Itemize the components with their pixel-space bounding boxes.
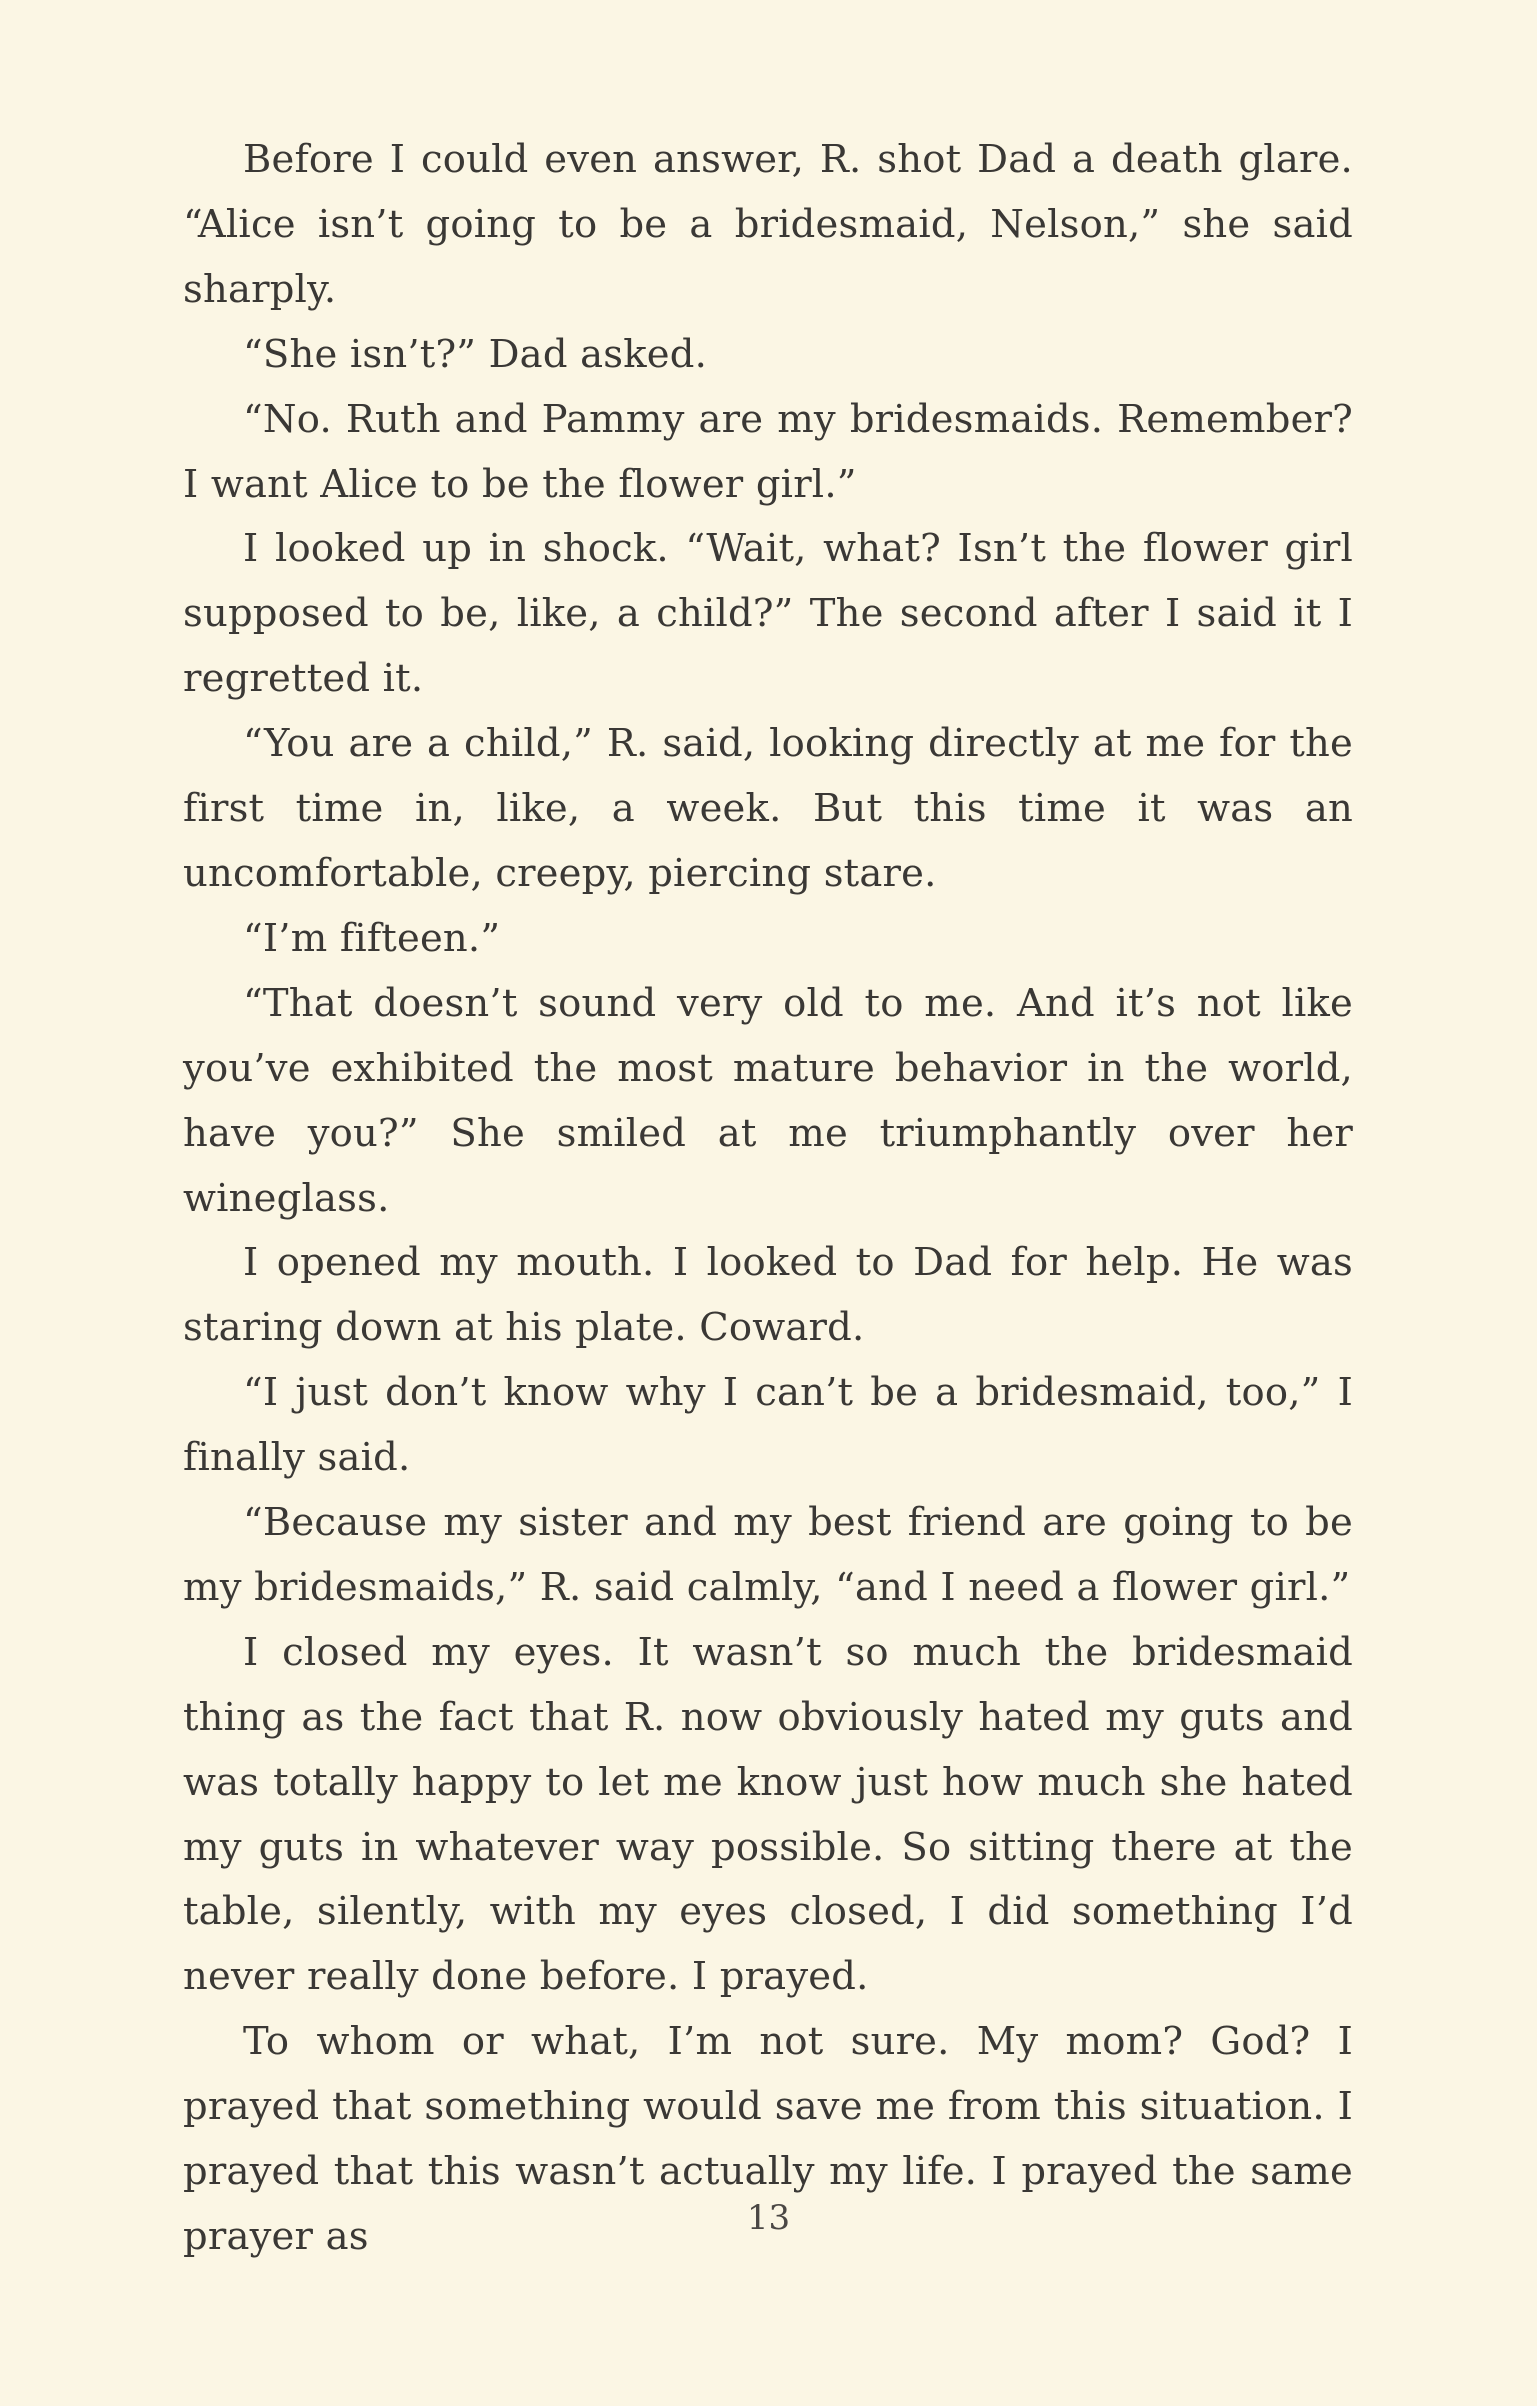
paragraph: To whom or what, I’m not sure. My mom? God? I prayed that something would save me from this situation. I prayed that this wasn’t actually my life. I prayed the same prayer as — [183, 2019, 1353, 2259]
paragraph: “No. Ruth and Pammy are my bridesmaids. Remember? I want Alice to be the flower girl.” — [183, 396, 1353, 507]
paragraph: I opened my mouth. I looked to Dad for help. He was staring down at his plate. Coward. — [183, 1240, 1353, 1351]
paragraph: I looked up in shock. “Wait, what? Isn’t the flower girl supposed to be, like, a child?” The second after I said it I regretted it. — [183, 526, 1353, 702]
paragraph: “I just don’t know why I can’t be a bridesmaid, too,” I finally said. — [183, 1370, 1353, 1481]
paragraph: “That doesn’t sound very old to me. And it’s not like you’ve exhibited the most mature behavior in the world, have you?” She smiled at me triumphantly over her wineglass. — [183, 980, 1353, 1221]
page-number: 13 — [746, 2198, 791, 2238]
paragraph: Before I could even answer, R. shot Dad a death glare. “Alice isn’t going to be a bridesmaid, Nelson,” she said sharply. — [183, 137, 1353, 312]
paragraph: “Because my sister and my best friend are going to be my bridesmaids,” R. said calmly, “and I need a flower girl.” — [183, 1500, 1353, 1610]
paragraph: I closed my eyes. It wasn’t so much the bridesmaid thing as the fact that R. now obviously hated my guts and was totally happy to let me know just how much she hated my guts in whatever way possible. So sitting there at the table, silently, with my eyes closed, I did something I’d never really done before. I prayed. — [183, 1629, 1353, 2000]
paragraph: “I’m fifteen.” — [243, 915, 501, 961]
body-text — [183, 128, 1353, 2270]
paragraph: “You are a child,” R. said, looking directly at me for the first time in, like, a week. But this time it was an uncomfortable, creepy, piercing stare. — [183, 721, 1353, 896]
paragraph: “She isn’t?” Dad asked. — [243, 331, 708, 377]
